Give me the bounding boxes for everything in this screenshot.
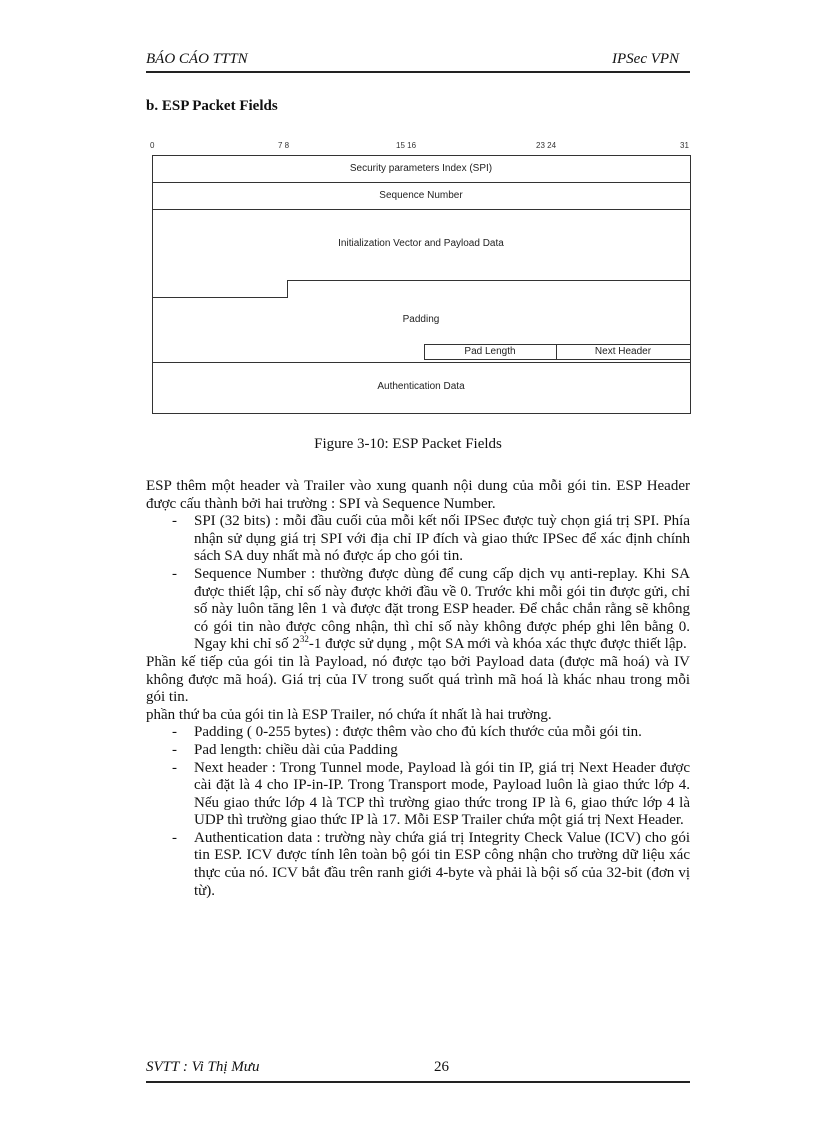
dash: - — [172, 741, 177, 758]
list-item-padding — [146, 724, 690, 742]
body-text — [146, 478, 690, 900]
bit-label-31: 31 — [680, 141, 689, 150]
page-number: 26 — [434, 1059, 449, 1075]
list-item-authentication-data — [146, 830, 690, 900]
esp-header-list — [146, 513, 690, 654]
esp-diagram-lines — [144, 138, 700, 420]
header-rule — [146, 71, 690, 73]
figure-caption: Figure 3-10: ESP Packet Fields — [314, 436, 502, 452]
payload-paragraph: Phần kế tiếp của gói tin là Payload, nó được tạo bởi Payload data (được mã hoá) và IV không được mã hoá). Giá trị của IV trong suốt quá trình mã hoá là khác nhau trong mỗi gói tin. — [146, 653, 690, 706]
intro-paragraph: ESP thêm một header và Trailer vào xung quanh nội dung của mỗi gói tin. ESP Header được cấu thành bởi hai trường : SPI và Sequence Number. — [146, 478, 690, 512]
field-sequence-number: Sequence Number — [379, 190, 463, 201]
field-padding: Padding — [402, 314, 440, 325]
list-item-text: Pad length: chiều dài của Padding — [194, 741, 398, 758]
field-pad-length: Pad Length — [464, 346, 516, 357]
header-right: IPSec VPN — [612, 51, 680, 67]
field-authentication-data: Authentication Data — [377, 381, 465, 392]
list-item-text: Sequence Number : thường được dùng để cung cấp dịch vụ anti-replay. Khi SA được thiết lập, chỉ số này được khởi đầu về 0. Trước khi mỗi gói tin được gửi, chỉ số này luôn tăng lên 1 và được đặt trong ESP header. Để chắc chắn rằng sẽ không có gói tin nào được công nhận, thì chỉ số này không được phép ghi lên bằng 0. Ngay khi chỉ số 2 — [194, 565, 690, 653]
field-iv-payload: Initialization Vector and Payload Data — [338, 238, 504, 249]
list-item-spi — [146, 513, 690, 566]
bit-label-0: 0 — [150, 141, 155, 150]
section-title: b. ESP Packet Fields — [146, 98, 278, 114]
footer-rule — [146, 1081, 690, 1083]
dash: - — [172, 759, 177, 776]
payload-step-line — [153, 281, 691, 298]
esp-trailer-list — [146, 724, 690, 900]
trailer-paragraph: phần thứ ba của gói tin là ESP Trailer, nó chứa ít nhất là hai trường. — [146, 706, 552, 723]
field-spi: Security parameters Index (SPI) — [349, 163, 493, 174]
list-item-text: Next header : Trong Tunnel mode, Payload là gói tin IP, giá trị Next Header được cài đặt là 4 cho IP-in-IP. Trong Transport mode, Payload luôn là giao thức lớp 4. Nếu giao thức lớp 4 là TCP thì trường giao thức trong IP là 6, giao thức lớp 4 là UDP thì trường giao thức IP là 17. Mỗi ESP Trailer chứa một giá trị Next Header. — [194, 759, 690, 829]
field-next-header: Next Header — [594, 346, 652, 357]
esp-packet-diagram — [144, 138, 700, 420]
bit-label-15-16: 15 16 — [396, 141, 417, 150]
footer-author: SVTT : Vi Thị Mưu — [146, 1059, 260, 1075]
dash: - — [172, 724, 177, 741]
list-item-text: Padding ( 0-255 bytes) : được thêm vào cho đủ kích thước của mỗi gói tin. — [194, 724, 642, 741]
dash: - — [172, 829, 177, 846]
list-item-next-header — [146, 760, 690, 830]
list-item-text: SPI (32 bits) : mỗi đầu cuối của mỗi kết nối IPSec được tuỳ chọn giá trị SPI. Phía nhận sử dụng giá trị SPI với địa chỉ IP đích và giao thức IPSec để xác định chính sách SA duy nhất mà nó được áp cho gói tin. — [194, 513, 690, 565]
dash: - — [172, 565, 177, 582]
list-item-text: Authentication data : trường này chứa giá trị Integrity Check Value (ICV) cho gói tin ESP. ICV được tính lên toàn bộ gói tin ESP công nhận cho trường dữ liệu xác thực của nó. ICV bắt đầu trên ranh giới 4-byte và phải là bội số của 32-bit (đơn vị từ). — [194, 829, 690, 899]
header-left: BÁO CÁO TTTN — [146, 51, 248, 67]
exponent: 32 — [299, 634, 309, 645]
list-item-text-tail: -1 được sử dụng , một SA mới và khóa xác thực được thiết lập. — [308, 636, 687, 653]
bit-label-7-8: 7 8 — [278, 141, 290, 150]
list-item-pad-length — [146, 742, 690, 760]
list-item-sequence-number — [146, 566, 690, 654]
dash: - — [172, 513, 177, 530]
bit-label-23-24: 23 24 — [536, 141, 557, 150]
